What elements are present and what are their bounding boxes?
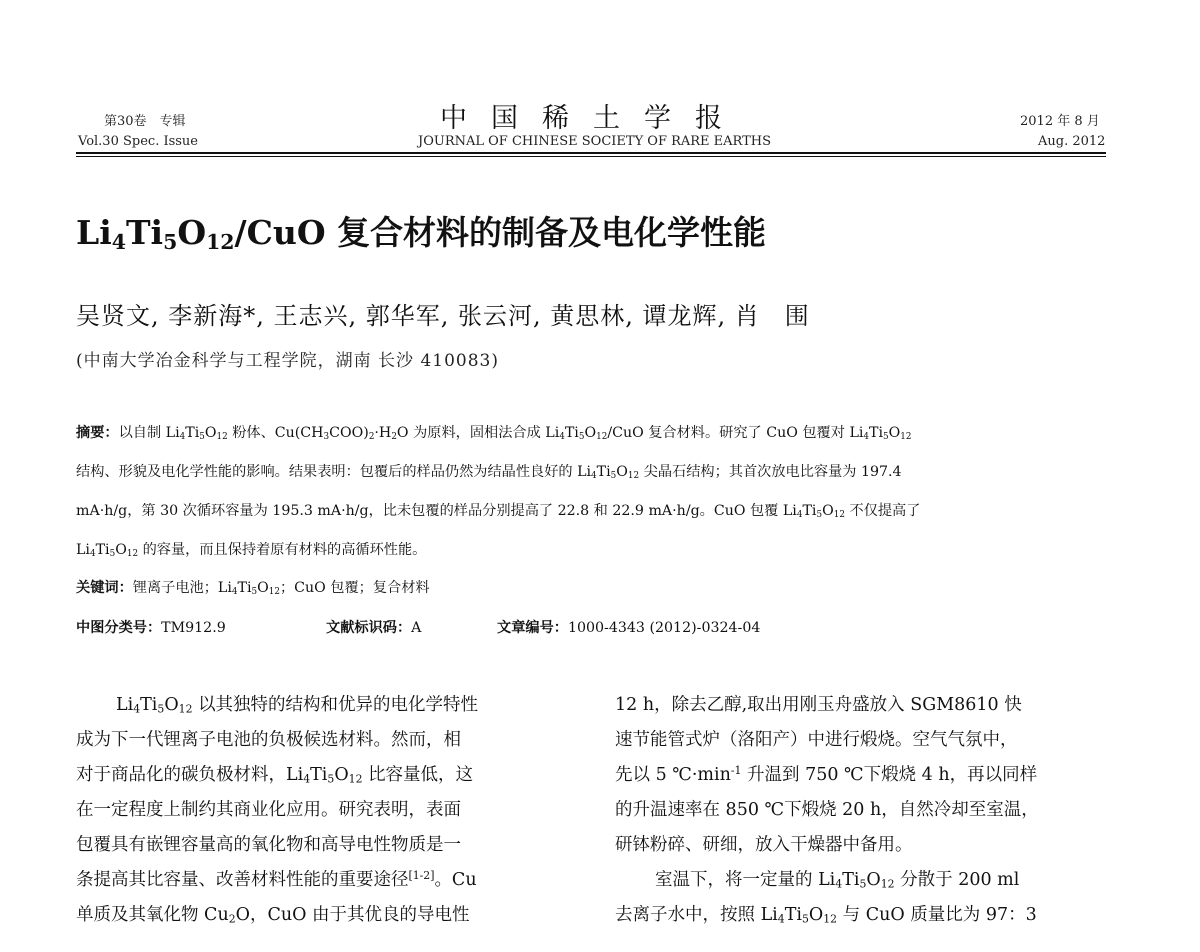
abstract-text: 的容量，而且保持着原有材料的高循环性能。 [142,542,427,558]
body-line: 室温下，将一定量的 $Li_4Ti_5O_{12}$ 分散于 200 ml [655,870,1020,891]
body-text: 单质及其氧化物 Cu [76,905,229,925]
body-text: 分散于 200 ml [900,870,1020,890]
body-line: 研钵粉碎、研细，放入干燥器中备用。 [615,835,913,855]
journal-title-cn: 中国稀土学报 [440,103,746,134]
body-line: 包覆具有嵌锂容量高的氧化物和高导电性物质是一 [76,835,461,855]
body-text: 升温到 750 ℃下煅烧 4 h，再以同样 [741,765,1038,785]
abstract-line-2: 结构、形貌及电化学性能的影响。结果表明：包覆后的样品仍然为结晶性良好的 $Li_4Ti_5O_{12}$ 尖晶石结构；其首次放电比容量为 197.4 [76,464,902,482]
article-title: $Li_4Ti_5O_{12}$/CuO 复合材料的制备及电化学性能 [76,213,767,255]
abstract-text: /CuO 复合材料。研究了 CuO 包覆对 [607,425,845,441]
body-text: 。Cu [434,870,477,890]
clc-number [76,617,226,637]
doc-code-label: 文献标识码： [326,620,412,636]
volume-en: Vol.30 Spec. Issue [78,134,198,149]
body-column-left [76,688,566,933]
body-column-right [615,688,1105,933]
abstract-text: mA·h/g，第 30 次循环容量为 195.3 mA·h/g，比未包覆的样品分别提高了 22.8 和 22.9 mA·h/g。CuO 包覆 [76,503,779,519]
abstract-text: 结构、形貌及电化学性能的影响。结果表明：包覆后的样品仍然为结晶性良好的 [76,464,573,480]
body-line: 去离子水中，按照 $Li_4Ti_5O_{12}$ 与 CuO 质量比为 97：3 [615,905,1037,926]
affiliation: (中南大学冶金科学与工程学院，湖南 长沙 410083) [76,351,499,371]
article-number-value: 1000-4343 (2012)-0324-04 [567,620,761,636]
body-line: 单质及其氧化物 $Cu_2O$，CuO 由于其优良的导电性 [76,905,470,926]
body-line: $Li_4Ti_5O_{12}$ 以其独特的结构和优异的电化学特性 [116,695,479,716]
article-number [497,617,760,637]
keywords-label: 关键词： [76,580,133,596]
abstract-label: 摘要： [76,425,119,441]
author-list: 吴贤文, 李新海*, 王志兴, 郭华军, 张云河, 黄思林, 谭龙辉, 肖 围 [76,302,810,330]
keywords-text: 锂离子电池； [132,580,218,596]
abstract-text: 粉体、Cu(CH [232,425,324,441]
issue-date-cn: 2012 年 8 月 [1020,114,1100,129]
header-rule-thin [76,156,1106,157]
clc-label: 中图分类号： [76,620,162,636]
citation-ref[interactable]: [1-2] [408,869,435,883]
document-code [326,617,421,637]
body-line: 成为下一代锂离子电池的负极候选材料。然而，相 [76,730,461,750]
body-text: 与 CuO 质量比为 97：3 [842,905,1037,925]
keywords-line: 关键词：锂离子电池；$Li_4Ti_5O_{12}$；CuO 包覆；复合材料 [76,580,430,598]
superscript: -1 [730,764,742,778]
body-line: 在一定程度上制约其商业化应用。研究表明，表面 [76,800,461,820]
abstract-text: 以自制 [118,425,162,441]
body-text: O，CuO 由于其优良的导电性 [235,905,470,925]
body-text: 室温下，将一定量的 [655,870,813,890]
header-rule-thick [76,152,1106,154]
abstract-text: ·H [374,425,392,441]
body-text: 以其独特的结构和优异的电化学特性 [198,695,479,715]
body-text: 先以 5 ℃·min [615,765,731,785]
abstract-text: 尖晶石结构；其首次放电比容量为 197.4 [643,464,902,480]
abstract-text: 不仅提高了 [849,503,921,519]
issue-date-en: Aug. 2012 [1038,134,1106,149]
body-line: 12 h，除去乙醇,取出用刚玉舟盛放入 SGM8610 快 [615,695,1022,715]
body-line: 速节能管式炉（洛阳产）中进行煅烧。空气气氛中， [615,730,1018,750]
keywords-text: ；CuO 包覆；复合材料 [279,580,430,596]
article-number-label: 文章编号： [497,620,568,636]
abstract-text: COO) [329,425,369,441]
body-line: 对于商品化的碳负极材料，$Li_4Ti_5O_{12}$ 比容量低，这 [76,765,474,786]
body-text: 对于商品化的碳负极材料， [76,765,286,785]
body-line: 的升温速率在 850 ℃下煅烧 20 h，自然冷却至室温， [615,800,1039,820]
abstract-line-3: mA·h/g，第 30 次循环容量为 195.3 mA·h/g，比未包覆的样品分别提高了 22.8 和 22.9 mA·h/g。CuO 包覆 $Li_4Ti_5O_{12}$ 不仅提高了 [76,503,921,521]
journal-title-en: JOURNAL OF CHINESE SOCIETY OF RARE EARTHS [418,134,772,149]
doc-code-value: A [411,620,422,636]
abstract-text: O 为原料，固相法合成 [396,425,541,441]
body-text: 去离子水中，按照 [615,905,755,925]
clc-value: TM912.9 [161,620,226,636]
body-text: 比容量低，这 [368,765,474,785]
body-line [76,863,566,898]
abstract-line-1: 摘要：以自制 $Li_4Ti_5O_{12}$ 粉体、$Cu(CH_3COO)_2\cdot H_2O$ 为原料，固相法合成 $Li_4Ti_5O_{12}$/CuO 复合材料。研究了 CuO 包覆对 $Li_4Ti_5O_{12}$ [76,425,912,443]
abstract-line-4: $Li_4Ti_5O_{12}$ 的容量，而且保持着原有材料的高循环性能。 [76,542,427,560]
volume-cn: 第30卷 专辑 [104,114,186,129]
body-line [615,758,1105,793]
body-text: 条提高其比容量、改善材料性能的重要途径 [76,870,409,890]
article-title-text: /CuO 复合材料的制备及电化学性能 [234,213,767,252]
